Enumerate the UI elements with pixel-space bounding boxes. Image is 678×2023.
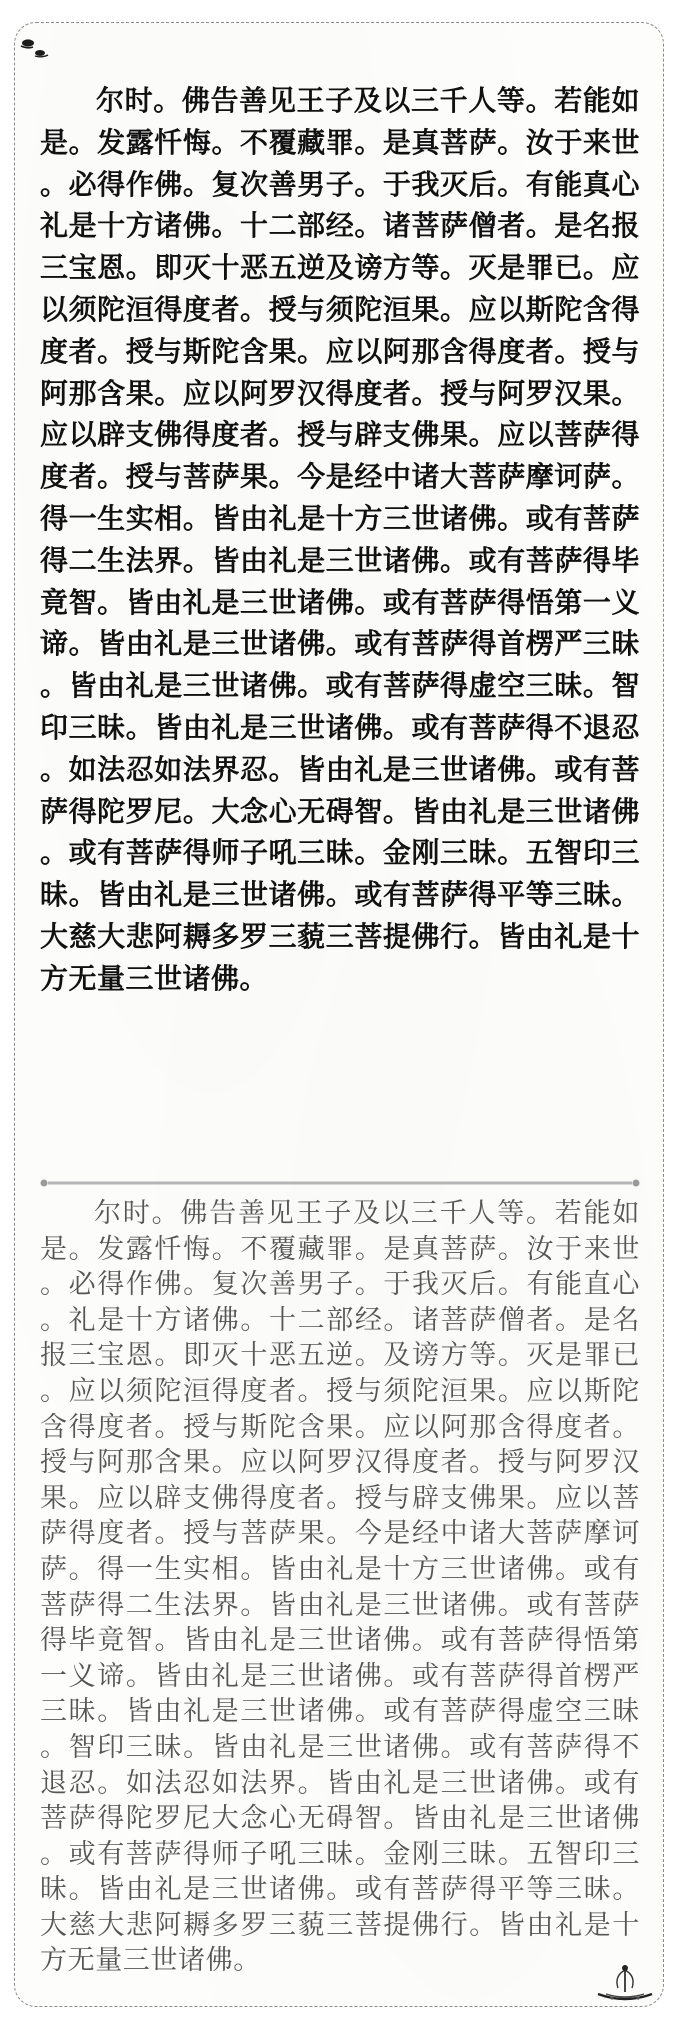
handwritten-scripture-passage: 尔时。佛告善见王子及以三千人等。若能如是。发露忏悔。不覆藏罪。是真菩萨。汝于来世。必得作佛。复次善男子。于我灭后。有能直心。礼是十方诸佛。十二部经。诸菩萨僧者。是名报三宝恩。即灭十恶五逆。及谤方等。灭是罪已。应以须陀洹得度者。授与须陀洹果。应以斯陀含得度者。授与斯陀含果。应以阿那含得度者。授与阿那含果。应以阿罗汉得度者。授与阿罗汉果。应以辟支佛得度者。授与辟支佛果。应以菩萨得度者。授与菩萨果。今是经中诸大菩萨摩诃萨。得一生实相。皆由礼是十方三世诸佛。或有菩萨得二生法界。皆由礼是三世诸佛。或有菩萨得毕竟智。皆由礼是三世诸佛。或有菩萨得悟第一义谛。皆由礼是三世诸佛。或有菩萨得首楞严三昧。皆由礼是三世诸佛。或有菩萨得虚空三昧。智印三昧。皆由礼是三世诸佛。或有菩萨得不退忍。如法忍如法界。皆由礼是三世诸佛。或有菩萨得陀罗尼大念心无碍智。皆由礼是三世诸佛。或有菩萨得师子吼三昧。金刚三昧。五智印三昧。皆由礼是三世诸佛。或有菩萨得平等三昧。大慈大悲阿耨多罗三藐三菩提佛行。皆由礼是十方无量三世诸佛。 [40,1198,640,1977]
section-divider [40,1178,640,1188]
ink-dot-ornament-icon [18,36,52,62]
lotus-boat-ornament-icon [592,1960,658,2004]
printed-scripture-passage: 尔时。佛告善见王子及以三千人等。若能如是。发露忏悔。不覆藏罪。是真菩萨。汝于来世。必得作佛。复次善男子。于我灭后。有能真心礼是十方诸佛。十二部经。诸菩萨僧者。是名报三宝恩。即灭十恶五逆及谤方等。灭是罪已。应以须陀洹得度者。授与须陀洹果。应以斯陀含得度者。授与斯陀含果。应以阿那含得度者。授与阿那含果。应以阿罗汉得度者。授与阿罗汉果。应以辟支佛得度者。授与辟支佛果。应以菩萨得度者。授与菩萨果。今是经中诸大菩萨摩诃萨。得一生实相。皆由礼是十方三世诸佛。或有菩萨得二生法界。皆由礼是三世诸佛。或有菩萨得毕竟智。皆由礼是三世诸佛。或有菩萨得悟第一义谛。皆由礼是三世诸佛。或有菩萨得首楞严三昧。皆由礼是三世诸佛。或有菩萨得虚空三昧。智印三昧。皆由礼是三世诸佛。或有菩萨得不退忍。如法忍如法界忍。皆由礼是三世诸佛。或有菩萨得陀罗尼。大念心无碍智。皆由礼是三世诸佛。或有菩萨得师子吼三昧。金刚三昧。五智印三昧。皆由礼是三世诸佛。或有菩萨得平等三昧。大慈大悲阿耨多罗三藐三菩提佛行。皆由礼是十方无量三世诸佛。 [40,84,640,995]
